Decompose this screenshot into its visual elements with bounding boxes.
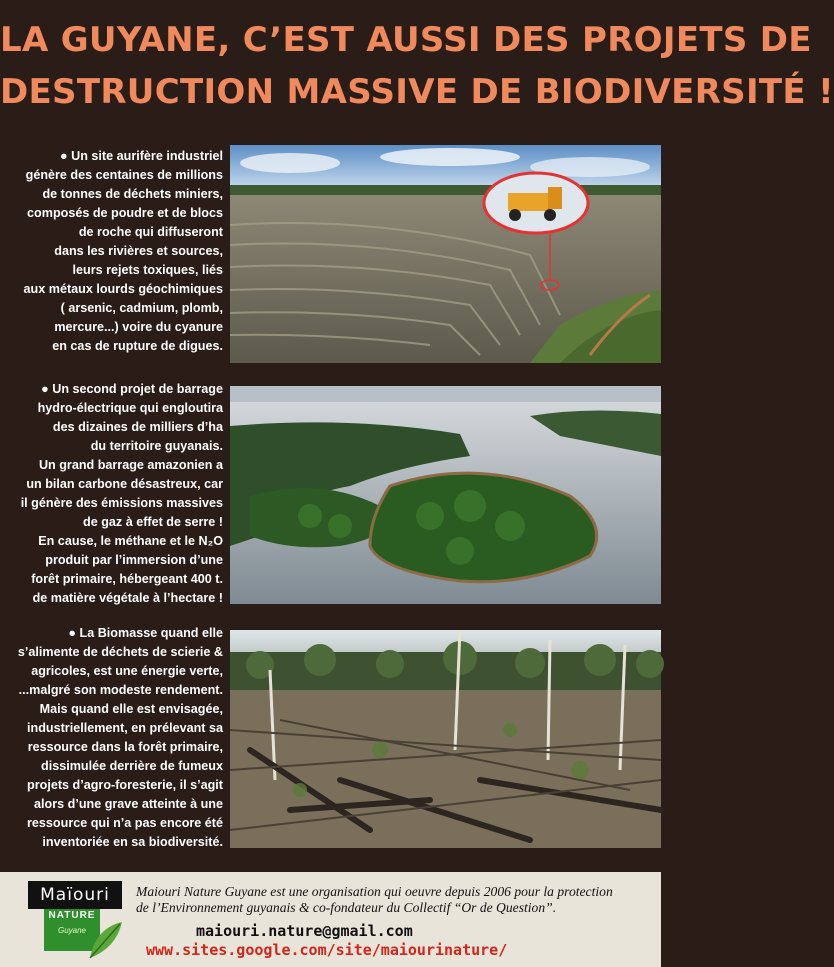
organization-description: Maiouri Nature Guyane est une organisation qui oeuvre depuis 2006 pour la protection de l’Environnement guyanais & co-fondateur du Collectif “Or de Question”. [136,884,613,915]
logo-nature-label: NATURE [48,910,96,921]
leaf-icon [86,918,126,962]
title-line-1: LA GUYANE, C’EST AUSSI DES PROJETS DE [0,20,812,60]
maiouri-nature-logo [22,878,126,962]
contact-email[interactable]: maiouri.nature@gmail.com [196,922,413,940]
title-line-2: DESTRUCTION MASSIVE DE BIODIVERSITÉ ! [0,72,834,112]
page-title [0,14,834,118]
gold-mine-photo [230,145,661,363]
logo-guyane-label: Guyane [57,926,87,935]
section-text: ● La Biomasse quand elle s’alimente de déchets de scierie & agricoles, est une énergie verte, ...malgré son modeste rendement. Mais quand elle est envisagée, industriellement, en prélevant sa ressource dans la forêt primaire, dissimulée derrière de fumeux projets d’agro-foresterie, il s’agit alors d’une grave atteinte à une ressource qui n’a pas encore été inventoriée en sa biodiversité. [17,626,223,849]
deforestation-photo [230,630,661,848]
section-text: ● Un second projet de barrage hydro-électrique qui engloutira des dizaines de milliers d’ha du territoire guyanais. Un grand barrage amazonien a un bilan carbone désastreux, car il génère des émissions massives de gaz à effet de serre ! En cause, le méthane et le N₂O produit par l’immersion d’une forêt primaire, hébergeant 400 t. de matière végétale à l’hectare ! [20,382,223,605]
logo-wordmark: Maïouri [28,881,122,909]
footer [0,872,661,967]
dam-photo [230,386,661,604]
section-text: ● Un site aurifère industriel génère des centaines de millions de tonnes de déchets miniers, composés de poudre et de blocs de roche qui diffuseront dans les rivières et sources, leurs rejets toxiques, liés aux métaux lourds géochimiques ( arsenic, cadmium, plomb, mercure...) voire du cyanure en cas de rupture de digues. [23,149,223,353]
website-link[interactable]: www.sites.google.com/site/maiourinature/ [146,941,508,959]
